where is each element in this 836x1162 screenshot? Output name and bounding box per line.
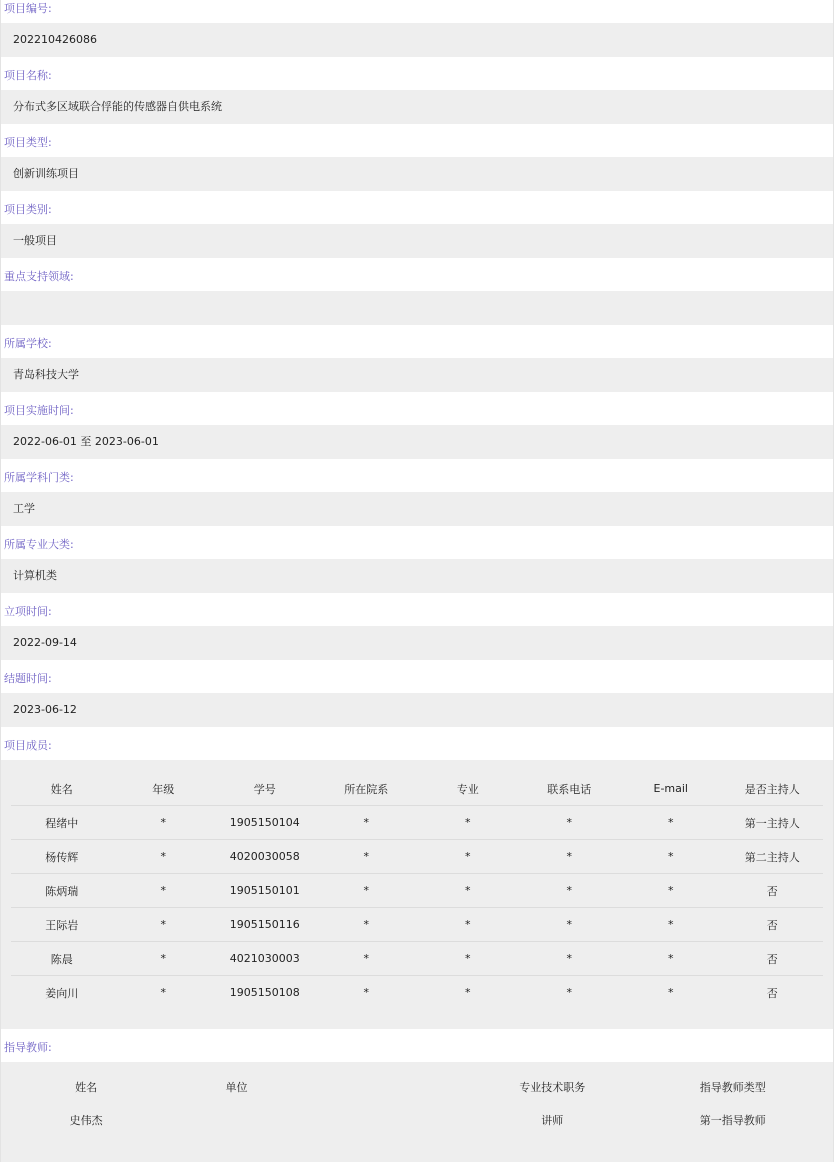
field-value: 计算机类	[1, 559, 833, 593]
field-value: 2023-06-12	[1, 693, 833, 727]
field-label: 重点支持领域:	[4, 270, 74, 283]
table-cell: 讲师	[541, 1113, 564, 1127]
field-label: 所属专业大类:	[4, 538, 74, 551]
table-cell: 王际岩	[11, 908, 113, 942]
field-label: 所属学校:	[4, 337, 52, 350]
table-cell: 陈晨	[11, 942, 113, 976]
field-implementation-period	[1, 402, 833, 459]
teachers-table	[11, 1070, 823, 1136]
table-cell: 1905150104	[214, 806, 316, 840]
table-cell: 史伟杰	[69, 1113, 103, 1127]
table-cell: *	[620, 976, 722, 1010]
table-cell: *	[519, 874, 621, 908]
table-cell: *	[519, 942, 621, 976]
table-row	[11, 942, 823, 976]
members-table-wrap	[1, 760, 833, 1029]
table-cell: *	[417, 976, 519, 1010]
table-cell	[161, 1103, 311, 1136]
table-cell: *	[519, 806, 621, 840]
field-project-id	[1, 0, 833, 57]
field-label: 项目名称:	[4, 69, 52, 82]
table-cell: 1905150116	[214, 908, 316, 942]
table-cell: *	[113, 874, 215, 908]
table-cell: *	[417, 908, 519, 942]
table-cell: 4021030003	[214, 942, 316, 976]
table-row	[11, 908, 823, 942]
table-cell: *	[316, 874, 418, 908]
field-label: 项目编号:	[4, 2, 52, 15]
field-discipline	[1, 469, 833, 526]
table-cell: 程绪中	[11, 806, 113, 840]
field-label: 项目类型:	[4, 136, 52, 149]
members-table	[11, 772, 823, 1009]
column-header: 姓名	[50, 782, 73, 796]
field-value: 2022-09-14	[1, 626, 833, 660]
table-cell: *	[620, 806, 722, 840]
field-value: 一般项目	[1, 224, 833, 258]
field-value: 创新训练项目	[1, 157, 833, 191]
table-cell: *	[620, 942, 722, 976]
table-cell: *	[417, 806, 519, 840]
members-header-row	[11, 772, 823, 806]
members-section	[1, 737, 833, 1029]
table-row	[11, 806, 823, 840]
table-cell: 否	[722, 874, 824, 908]
table-cell: *	[620, 908, 722, 942]
column-header: 年级	[152, 782, 175, 796]
table-cell: 4020030058	[214, 840, 316, 874]
members-label: 项目成员:	[4, 739, 52, 752]
field-project-type	[1, 134, 833, 191]
teachers-table-wrap	[1, 1062, 833, 1162]
table-cell: *	[113, 908, 215, 942]
table-cell	[312, 1103, 462, 1136]
table-cell: *	[113, 840, 215, 874]
table-cell: *	[316, 942, 418, 976]
field-label: 立项时间:	[4, 605, 52, 618]
column-header	[312, 1070, 462, 1103]
field-value: 工学	[1, 492, 833, 526]
table-cell: *	[519, 908, 621, 942]
field-label: 结题时间:	[4, 672, 52, 685]
field-project-name	[1, 67, 833, 124]
table-cell: *	[519, 840, 621, 874]
table-cell: 否	[722, 908, 824, 942]
teachers-label: 指导教师:	[4, 1041, 52, 1054]
field-value: 青岛科技大学	[1, 358, 833, 392]
table-row	[11, 976, 823, 1010]
column-header: 是否主持人	[744, 782, 800, 796]
field-approval-date	[1, 603, 833, 660]
column-header: 姓名	[75, 1080, 98, 1094]
table-cell: 1905150108	[214, 976, 316, 1010]
field-completion-date	[1, 670, 833, 727]
field-value	[1, 291, 833, 325]
teachers-section	[1, 1039, 833, 1162]
table-cell: *	[316, 806, 418, 840]
column-header: 所在院系	[344, 782, 389, 796]
table-cell: 否	[722, 976, 824, 1010]
field-value: 202210426086	[1, 23, 833, 57]
table-cell: 杨传辉	[11, 840, 113, 874]
table-row	[11, 1103, 823, 1136]
table-row	[11, 840, 823, 874]
field-value: 分布式多区域联合俘能的传感器自供电系统	[1, 90, 833, 124]
field-value: 2022-06-01 至 2023-06-01	[1, 425, 833, 459]
field-label: 项目类别:	[4, 203, 52, 216]
table-cell: 否	[722, 942, 824, 976]
column-header: 学号	[253, 782, 276, 796]
column-header: 单位	[225, 1080, 248, 1094]
field-label: 所属学科门类:	[4, 471, 74, 484]
field-key-support-area	[1, 268, 833, 325]
table-cell: *	[113, 942, 215, 976]
table-cell: *	[113, 976, 215, 1010]
table-cell: 陈炳瑞	[11, 874, 113, 908]
field-school	[1, 335, 833, 392]
column-header: 指导教师类型	[699, 1080, 766, 1094]
table-cell: *	[620, 840, 722, 874]
table-cell: 1905150101	[214, 874, 316, 908]
teachers-header-row	[11, 1070, 823, 1103]
table-row	[11, 874, 823, 908]
table-cell: 第一主持人	[722, 806, 824, 840]
table-cell: 第二主持人	[722, 840, 824, 874]
table-cell: *	[620, 874, 722, 908]
field-major-category	[1, 536, 833, 593]
table-cell: *	[417, 840, 519, 874]
column-header: E-mail	[653, 782, 688, 795]
table-cell: *	[113, 806, 215, 840]
table-cell: *	[417, 942, 519, 976]
table-cell: 第一指导教师	[699, 1113, 766, 1127]
column-header: 联系电话	[547, 782, 592, 796]
table-cell: *	[316, 976, 418, 1010]
column-header: 专业	[456, 782, 479, 796]
table-cell: *	[316, 908, 418, 942]
table-cell: 姜向川	[11, 976, 113, 1010]
table-cell: *	[519, 976, 621, 1010]
field-label: 项目实施时间:	[4, 404, 74, 417]
column-header: 专业技术职务	[519, 1080, 586, 1094]
table-cell: *	[316, 840, 418, 874]
table-cell: *	[417, 874, 519, 908]
field-project-category	[1, 201, 833, 258]
